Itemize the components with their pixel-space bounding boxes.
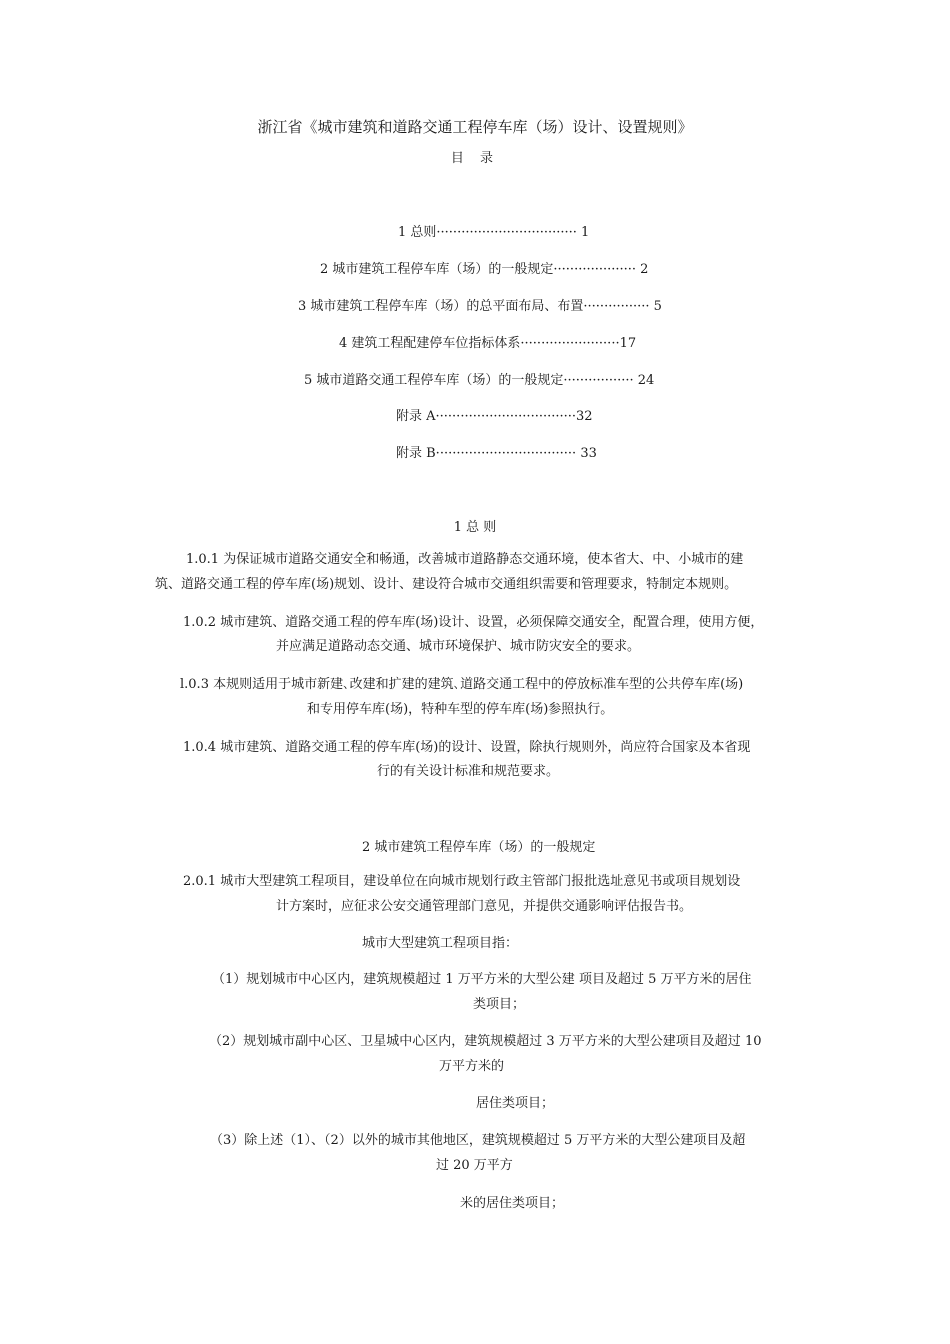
list-item: （3）除上述（1）、（2）以外的城市其他地区，建筑规模超过 5 万平方米的大型公建项目及超 bbox=[210, 1133, 746, 1148]
clause-text: 计方案时，应征求公安交通管理部门意见，并提供交通影响评估报告书。 bbox=[276, 899, 693, 914]
toc-item: 5 城市道路交通工程停车库（场）的一般规定················· 24 bbox=[304, 373, 655, 388]
toc-heading: 目 录 bbox=[450, 151, 500, 166]
toc-item: 4 建筑工程配建停车位指标体系························17 bbox=[339, 336, 637, 351]
toc-item: 1 总则·································· 1 bbox=[398, 225, 590, 240]
list-item: 万平方米的 bbox=[439, 1059, 505, 1074]
list-item: 居住类项目； bbox=[476, 1096, 555, 1111]
list-item: 米的居住类项目； bbox=[460, 1196, 565, 1211]
list-item: （1）规划城市中心区内，建筑规模超过 1 万平方米的大型公建 项目及超过 5 万平方米的居住 bbox=[212, 972, 752, 987]
toc-item: 2 城市建筑工程停车库（场）的一般规定···················· 2 bbox=[320, 262, 649, 277]
list-item: （2）规划城市副中心区、卫星城中心区内，建筑规模超过 3 万平方米的大型公建项目及超过 10 bbox=[209, 1034, 762, 1049]
section-heading: 1 总 则 bbox=[453, 520, 497, 535]
clause-text: l.0.3 本规则适用于城市新建､改建和扩建的建筑､道路交通工程中的停放标准车型的公共停车库(场) bbox=[180, 677, 744, 692]
list-item: 类项目； bbox=[473, 997, 526, 1012]
section-heading: 2 城市建筑工程停车库（场）的一般规定 bbox=[362, 840, 596, 855]
clause-text: 并应满足道路动态交通、城市环境保护、城市防灾安全的要求。 bbox=[276, 639, 641, 654]
toc-item: 附录 B·································· 33 bbox=[396, 446, 597, 461]
clause-text: 行的有关设计标准和规范要求。 bbox=[377, 764, 560, 779]
clause-text: 1.0.2 城市建筑、道路交通工程的停车库(场)设计、设置，必须保障交通安全，配置合理，使用方便， bbox=[183, 615, 764, 630]
list-item: 过 20 万平方 bbox=[436, 1158, 513, 1173]
clause-text: 2.0.1 城市大型建筑工程项目，建设单位在向城市规划行政主管部门报批选址意见书或项目规划设 bbox=[183, 874, 741, 889]
clause-text: 1.0.4 城市建筑、道路交通工程的停车库(场)的设计、设置，除执行规则外，尚应符合国家及本省现 bbox=[183, 740, 751, 755]
toc-item: 附录 A··································32 bbox=[396, 409, 593, 424]
clause-text: 1.0.1 为保证城市道路交通安全和畅通，改善城市道路静态交通环境，使本省大、中、小城市的建 bbox=[186, 552, 744, 567]
toc-item: 3 城市建筑工程停车库（场）的总平面布局、布置················ 5 bbox=[298, 299, 662, 314]
document-title: 浙江省《城市建筑和道路交通工程停车库（场）设计、设置规则》 bbox=[257, 118, 693, 136]
intro-text: 城市大型建筑工程项目指： bbox=[362, 936, 519, 951]
clause-text: 和专用停车库(场)，特种车型的停车库(场)参照执行。 bbox=[307, 702, 614, 717]
clause-text: 筑、道路交通工程的停车库(场)规划、设计、建设符合城市交通组织需要和管理要求，特制定本规则。 bbox=[155, 577, 738, 592]
